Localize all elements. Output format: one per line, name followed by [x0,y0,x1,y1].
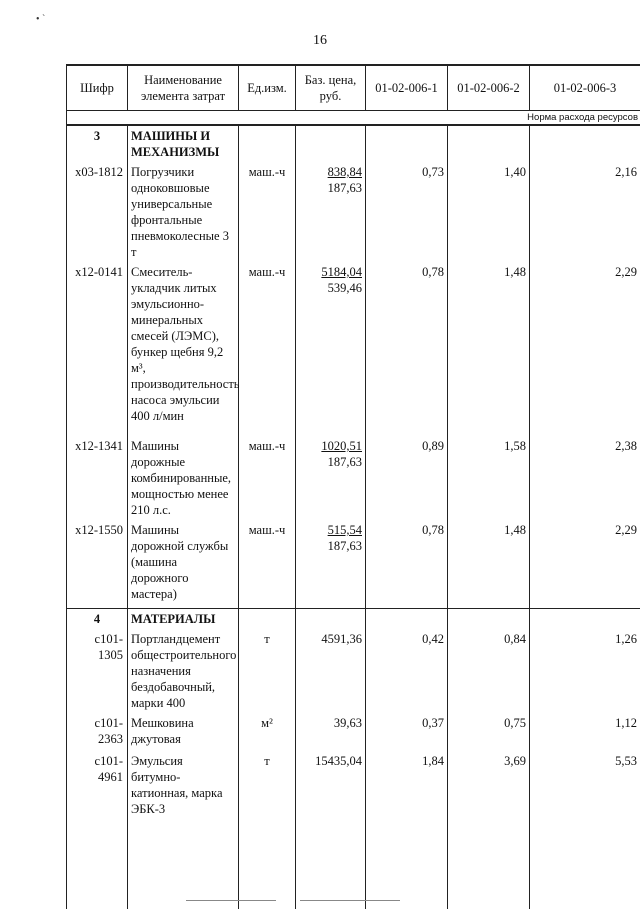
table-row [67,629,640,713]
row-unit: т [239,629,296,713]
header-col-1: 01-02-006-1 [366,65,448,111]
row-value-2: 3,69 [448,751,530,819]
row-price-wage: 187,63 [328,181,362,195]
row-value-3: 2,16 [530,162,640,262]
row-unit: маш.-ч [239,162,296,262]
header-price: Баз. цена, руб. [296,65,366,111]
table-row [67,520,640,608]
row-value-1: 0,78 [366,520,448,608]
row-value-1: 0,78 [366,262,448,436]
row-value-2: 1,58 [448,436,530,520]
scan-edge-line [186,900,276,901]
row-value-2: 0,75 [448,713,530,751]
row-name: Эмульсия битумно-катионная, марка ЭБК-3 [128,751,239,819]
norm-row [67,111,640,126]
table-row [67,751,640,819]
row-value-3: 2,29 [530,262,640,436]
row-value-3: 5,53 [530,751,640,819]
row-value-1: 0,89 [366,436,448,520]
row-value-3: 2,38 [530,436,640,520]
section-number: 3 [70,128,124,144]
row-name: Машины дорожные комбинированные, мощностью менее 210 л.с. [128,436,239,520]
row-code: х12-1341 [67,436,128,520]
header-col-3: 01-02-006-3 [530,65,640,111]
row-price: 39,63 [296,713,366,751]
row-price: 838,84 [328,165,362,179]
table-row [67,713,640,751]
row-code: х03-1812 [67,162,128,262]
row-name: Смеситель-укладчик литых эмульсионно-минеральных смесей (ЛЭМС), бункер щебня 9,2 м³, производительность насоса эмульсии 400 л/мин [128,262,239,436]
row-value-2: 1,48 [448,520,530,608]
row-value-1: 1,84 [366,751,448,819]
row-name: Машины дорожной службы (машина дорожного мастера) [128,520,239,608]
header-code: Шифр [67,65,128,111]
table-row [67,162,640,262]
row-value-2: 0,84 [448,629,530,713]
table-row [67,436,640,520]
row-price: 15435,04 [296,751,366,819]
section-title: МАШИНЫ И МЕХАНИЗМЫ [128,125,239,162]
row-code: с101-2363 [67,713,128,751]
row-price: 5184,04 [321,265,362,279]
section-number: 4 [70,611,124,627]
resource-table [66,64,640,909]
header-col-2: 01-02-006-2 [448,65,530,111]
row-value-3: 1,12 [530,713,640,751]
row-value-1: 0,42 [366,629,448,713]
header-row [67,65,640,111]
row-price-wage: 539,46 [328,281,362,295]
page-number: 16 [0,33,640,49]
row-value-1: 0,37 [366,713,448,751]
scan-specks: • ˋ [36,14,45,25]
section-header [67,125,640,162]
table-row [67,262,640,436]
scan-edge-line [300,900,400,901]
row-unit: т [239,751,296,819]
row-value-3: 2,29 [530,520,640,608]
row-name: Мешковина джутовая [128,713,239,751]
row-unit: м² [239,713,296,751]
header-unit: Ед.изм. [239,65,296,111]
section-title: МАТЕРИАЛЫ [128,608,239,629]
row-value-2: 1,48 [448,262,530,436]
row-code: х12-0141 [67,262,128,436]
row-price: 515,54 [328,523,362,537]
row-price: 4591,36 [296,629,366,713]
row-code: х12-1550 [67,520,128,608]
row-value-3: 1,26 [530,629,640,713]
row-code: с101-4961 [67,751,128,819]
row-unit: маш.-ч [239,520,296,608]
row-price-wage: 187,63 [328,539,362,553]
row-value-2: 1,40 [448,162,530,262]
row-name: Погрузчики одноковшовые универсальные фронтальные пневмоколесные 3 т [128,162,239,262]
header-name: Наименование элемента затрат [128,65,239,111]
row-unit: маш.-ч [239,262,296,436]
row-value-1: 0,73 [366,162,448,262]
section-header [67,608,640,629]
row-code: с101-1305 [67,629,128,713]
row-price-wage: 187,63 [328,455,362,469]
row-price: 1020,51 [321,439,362,453]
row-unit: маш.-ч [239,436,296,520]
row-name: Портландцемент общестроительного назначения бездобавочный, марки 400 [128,629,239,713]
table-filler-row [67,819,640,909]
norm-label: Норма расхода ресурсов [67,111,640,126]
